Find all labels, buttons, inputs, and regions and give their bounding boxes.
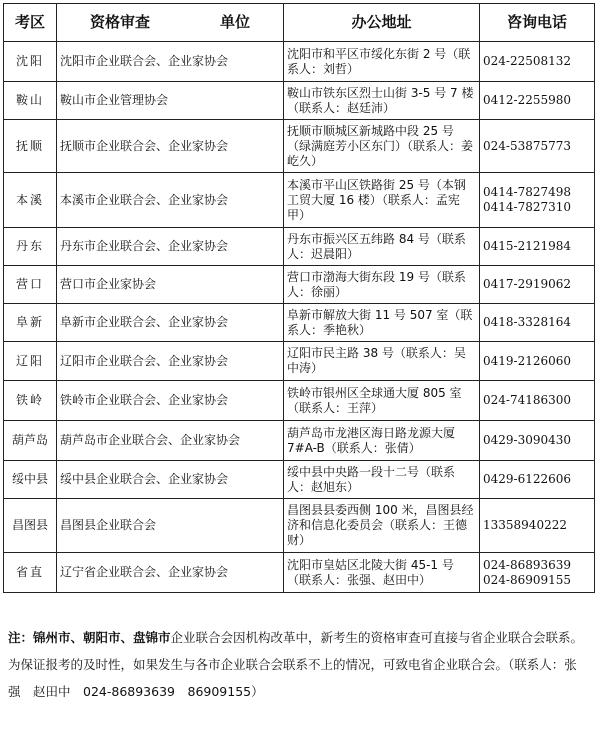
area-cell: 昌图县 — [4, 499, 57, 553]
address-cell: 鞍山市铁东区烈士山街 3-5 号 7 楼（联系人：赵廷沛） — [284, 82, 480, 120]
phone-cell — [480, 421, 595, 461]
area-cell: 沈阳 — [4, 42, 57, 82]
table-row — [4, 228, 595, 266]
unit-cell: 辽阳市企业联合会、企业家协会 — [57, 342, 284, 381]
unit-cell: 抚顺市企业联合会、企业家协会 — [57, 120, 284, 173]
address-cell: 绥中县中央路一段十二号（联系人：赵旭东） — [284, 461, 480, 499]
address-cell: 抚顺市顺城区新城路中段 25 号（绿满庭芳小区东门）（联系人：姜屹久） — [284, 120, 480, 173]
footnote — [8, 624, 588, 705]
phone-cell — [480, 42, 595, 82]
area-cell: 铁岭 — [4, 381, 57, 421]
address-cell: 昌图县县委西侧 100 米，昌图县经济和信息化委员会（联系人：王德财） — [284, 499, 480, 553]
unit-cell: 葫芦岛市企业联合会、企业家协会 — [57, 421, 284, 461]
phone-number: 0412-2255980 — [483, 93, 572, 107]
note-cities: 锦州市、朝阳市、盘锦市 — [33, 630, 171, 645]
phone-number: 024-86893639 — [483, 557, 572, 572]
area-cell: 本溪 — [4, 173, 57, 228]
phone-number: 024-74186300 — [483, 393, 572, 407]
header-area: 考区 — [4, 4, 57, 42]
area-cell: 阜新 — [4, 304, 57, 342]
phone-number: 13358940222 — [483, 518, 567, 532]
unit-cell: 本溪市企业联合会、企业家协会 — [57, 173, 284, 228]
phone-number: 0414-7827310 — [483, 200, 572, 214]
note-label: 注： — [8, 630, 34, 645]
phone-cell — [480, 304, 595, 342]
phone-number: 0429-6122606 — [483, 472, 572, 486]
table-row — [4, 499, 595, 553]
table-row — [4, 173, 595, 228]
area-cell: 鞍山 — [4, 82, 57, 120]
table-row — [4, 461, 595, 499]
phone-number: 0419-2126060 — [483, 353, 572, 368]
header-unit-a: 资格审查 — [89, 13, 150, 31]
table-row — [4, 82, 595, 120]
phone-cell — [480, 381, 595, 421]
area-cell: 绥中县 — [4, 461, 57, 499]
phone-cell — [480, 499, 595, 553]
table-row — [4, 421, 595, 461]
unit-cell: 铁岭市企业联合会、企业家协会 — [57, 381, 284, 421]
address-cell: 沈阳市和平区市绥化东街 2 号（联系人：刘哲） — [284, 42, 480, 82]
area-cell: 丹东 — [4, 228, 57, 266]
header-unit — [57, 4, 284, 42]
phone-cell — [480, 120, 595, 173]
note-body: 企业联合会因机构改革中，新考生的资格审查可直接与省企业联合会联系。为保证报考的及时性，如果发生与各市企业联合会联系不上的情况，可致电省企业联合会。（联系人：张强 赵田中 024-86893639 86909155） — [8, 630, 584, 699]
phone-number: 0418-3328164 — [483, 315, 572, 329]
phone-cell — [480, 173, 595, 228]
table-row — [4, 342, 595, 381]
table-row — [4, 42, 595, 82]
table-row — [4, 553, 595, 593]
header-phone: 咨询电话 — [480, 4, 595, 42]
address-cell: 阜新市解放大街 11 号 507 室（联系人：季艳秋） — [284, 304, 480, 342]
phone-cell — [480, 553, 595, 593]
area-cell: 营口 — [4, 266, 57, 304]
qualification-review-table — [3, 3, 595, 593]
table-row — [4, 120, 595, 173]
address-cell: 铁岭市银州区全球通大厦 805 室（联系人：王萍） — [284, 381, 480, 421]
unit-cell: 辽宁省企业联合会、企业家协会 — [57, 553, 284, 593]
address-cell: 本溪市平山区铁路街 25 号（本钢工贸大厦 16 楼）（联系人：孟宪甲） — [284, 173, 480, 228]
address-cell: 葫芦岛市龙港区海日路龙源大厦 7#A-B（联系人：张倩） — [284, 421, 480, 461]
phone-cell — [480, 342, 595, 381]
unit-cell: 绥中县企业联合会、企业家协会 — [57, 461, 284, 499]
table-row — [4, 304, 595, 342]
table-row — [4, 381, 595, 421]
phone-number: 0417-2919062 — [483, 277, 572, 291]
phone-number: 024-53875773 — [483, 138, 572, 153]
area-cell: 葫芦岛 — [4, 421, 57, 461]
phone-cell — [480, 461, 595, 499]
area-cell: 抚顺 — [4, 120, 57, 173]
table-header-row — [4, 4, 595, 42]
phone-cell — [480, 266, 595, 304]
address-cell: 辽阳市民主路 38 号（联系人：吴中涛） — [284, 342, 480, 381]
unit-cell: 营口市企业家协会 — [57, 266, 284, 304]
area-cell: 省直 — [4, 553, 57, 593]
phone-number: 0414-7827498 — [483, 185, 572, 199]
phone-number: 0429-3090430 — [483, 433, 572, 447]
phone-cell — [480, 82, 595, 120]
phone-number: 024-86909155 — [483, 572, 572, 587]
address-cell: 沈阳市皇姑区北陵大街 45-1 号（联系人：张强、赵田中） — [284, 553, 480, 593]
phone-cell — [480, 228, 595, 266]
unit-cell: 沈阳市企业联合会、企业家协会 — [57, 42, 284, 82]
unit-cell: 昌图县企业联合会 — [57, 499, 284, 553]
unit-cell: 鞍山市企业管理协会 — [57, 82, 284, 120]
header-address: 办公地址 — [284, 4, 480, 42]
address-cell: 丹东市振兴区五纬路 84 号（联系人：迟晨阳） — [284, 228, 480, 266]
area-cell: 辽阳 — [4, 342, 57, 381]
address-cell: 营口市渤海大街东段 19 号（联系人：徐丽） — [284, 266, 480, 304]
header-unit-b: 单位 — [220, 13, 251, 31]
table-row — [4, 266, 595, 304]
phone-number: 024-22508132 — [483, 54, 572, 68]
unit-cell: 阜新市企业联合会、企业家协会 — [57, 304, 284, 342]
unit-cell: 丹东市企业联合会、企业家协会 — [57, 228, 284, 266]
phone-number: 0415-2121984 — [483, 239, 572, 253]
